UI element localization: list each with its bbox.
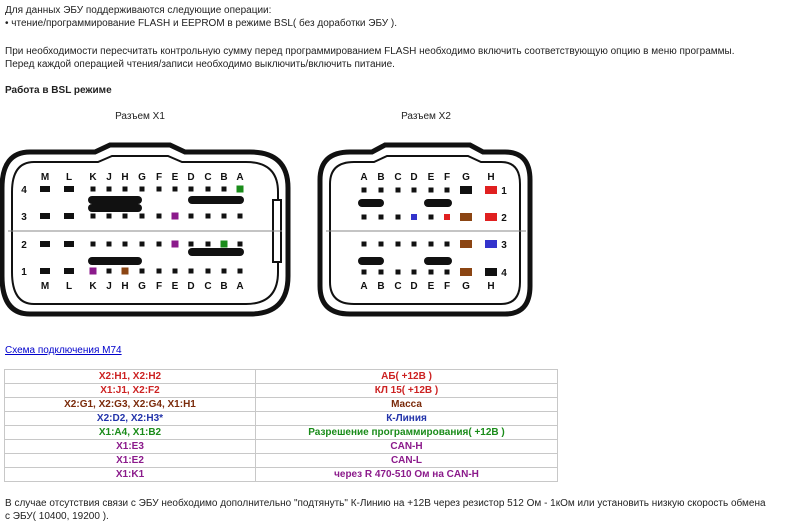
signal-cell: CAN-L	[256, 454, 558, 468]
pin	[91, 214, 96, 219]
pin	[123, 214, 128, 219]
pin	[206, 242, 211, 247]
pin	[362, 188, 367, 193]
intro-line-3: Перед каждой операцией чтения/записи необходимо выключить/включить питание.	[5, 59, 395, 70]
pin	[362, 270, 367, 275]
footer-line-2: с ЭБУ( 10400, 19200 ).	[5, 511, 109, 522]
x1-column-label: A	[236, 281, 244, 292]
x2-row-label: 4	[501, 268, 507, 279]
table-row	[5, 440, 558, 454]
x2-column-label: C	[394, 172, 402, 183]
pin	[157, 187, 162, 192]
pin	[189, 242, 194, 247]
pin	[173, 269, 178, 274]
signal-cell: К-Линия	[256, 412, 558, 426]
pin	[64, 241, 74, 247]
pin	[429, 215, 434, 220]
x2-column-label: G	[462, 281, 470, 292]
pin	[396, 215, 401, 220]
x2-column-label: A	[360, 281, 368, 292]
table-row	[5, 454, 558, 468]
pin	[90, 268, 97, 275]
pin	[189, 187, 194, 192]
x1-column-label: G	[138, 281, 146, 292]
pin	[444, 214, 450, 220]
pin	[157, 214, 162, 219]
x2-row-label: 2	[501, 213, 507, 224]
x2-row-label: 1	[501, 186, 507, 197]
x1-row-label: 2	[21, 240, 27, 251]
x2-column-label: F	[443, 281, 451, 292]
x2-column-label: D	[410, 172, 418, 183]
x2-column-label: H	[487, 172, 495, 183]
pin	[140, 269, 145, 274]
x2-column-label: B	[377, 172, 385, 183]
pin	[40, 268, 50, 274]
x2-rib	[358, 199, 384, 207]
table-row	[5, 398, 558, 412]
connector-x2	[320, 145, 530, 314]
table-row	[5, 412, 558, 426]
x1-column-label: G	[138, 172, 146, 183]
pin	[460, 240, 472, 248]
pin	[206, 269, 211, 274]
pin-cell: X1:E2	[5, 454, 256, 468]
x2-column-label: B	[377, 281, 385, 292]
pin	[91, 242, 96, 247]
x2-rib	[424, 199, 452, 207]
pin	[412, 242, 417, 247]
x1-column-label: J	[106, 172, 112, 183]
pin	[396, 270, 401, 275]
pin	[460, 186, 472, 194]
x1-column-label: B	[220, 281, 228, 292]
x1-column-label: F	[155, 172, 163, 183]
signal-cell: через R 470-510 Ом на CAN-H	[256, 468, 558, 482]
pin	[485, 213, 497, 221]
pin	[396, 188, 401, 193]
pin-cell: X2:H1, X2:H2	[5, 370, 256, 384]
pin	[429, 270, 434, 275]
pin	[222, 187, 227, 192]
x2-column-label: D	[410, 281, 418, 292]
pin	[140, 242, 145, 247]
pin	[412, 188, 417, 193]
pin	[362, 242, 367, 247]
x1-column-label: H	[121, 172, 129, 183]
pin	[485, 240, 497, 248]
pin	[64, 186, 74, 192]
table-row	[5, 384, 558, 398]
connector-x1-title: Разъем X1	[115, 111, 165, 122]
intro-bullet: • чтение/программирование FLASH и EEPROM в режиме BSL( без доработки ЭБУ ).	[5, 18, 398, 29]
connector-diagram	[0, 100, 560, 330]
x1-column-label: K	[89, 172, 97, 183]
signal-cell: АБ( +12В )	[256, 370, 558, 384]
connector-x1	[2, 145, 288, 314]
pin	[107, 269, 112, 274]
x1-column-label: M	[40, 172, 50, 183]
pin	[445, 242, 450, 247]
table-row	[5, 468, 558, 482]
pin	[238, 269, 243, 274]
x1-column-label: E	[171, 281, 179, 292]
pin	[396, 242, 401, 247]
x1-column-label: F	[155, 281, 163, 292]
x2-column-label: C	[394, 281, 402, 292]
x2-rib	[424, 257, 452, 265]
x1-rib	[188, 248, 244, 256]
x1-column-label: K	[89, 281, 97, 292]
pin	[379, 188, 384, 193]
table-row	[5, 370, 558, 384]
x1-row-label: 1	[21, 267, 27, 278]
pin	[64, 213, 74, 219]
pin-cell: X1:K1	[5, 468, 256, 482]
signal-cell: CAN-H	[256, 440, 558, 454]
pin	[412, 270, 417, 275]
x1-column-label: A	[236, 172, 244, 183]
pin	[157, 269, 162, 274]
pin	[237, 186, 244, 193]
x1-column-label: C	[204, 172, 212, 183]
x1-column-label: H	[121, 281, 129, 292]
pin	[379, 242, 384, 247]
pin	[485, 268, 497, 276]
pin-cell: X1:E3	[5, 440, 256, 454]
x2-column-label: A	[360, 172, 368, 183]
pin	[157, 242, 162, 247]
pin	[238, 242, 243, 247]
pin	[107, 242, 112, 247]
pin	[222, 214, 227, 219]
x1-column-label: B	[220, 172, 228, 183]
x1-rib	[88, 257, 142, 265]
pin	[460, 213, 472, 221]
x1-column-label: D	[187, 172, 195, 183]
x1-column-label: L	[65, 172, 73, 183]
pin	[362, 215, 367, 220]
pin-cell: X2:D2, X2:H3*	[5, 412, 256, 426]
pin	[445, 270, 450, 275]
signal-cell: Разрешение программирования( +12В )	[256, 426, 558, 440]
pin	[172, 213, 179, 220]
pin	[40, 186, 50, 192]
x2-row-label: 3	[501, 240, 507, 251]
footer-line-1: В случае отсутствия связи с ЭБУ необходимо дополнительно "подтянуть" К-Линию на +12В через резистор 512 Ом - 1кОм или установить низкую скорость обмена	[5, 498, 766, 509]
x1-row-label: 4	[21, 185, 27, 196]
pin-cell: X1:A4, X1:B2	[5, 426, 256, 440]
pin	[107, 214, 112, 219]
intro-line-2: При необходимости пересчитать контрольную сумму перед программированием FLASH необходимо включить соответствующую опцию в меню программы.	[5, 46, 735, 57]
x2-column-label: E	[427, 172, 435, 183]
pin	[206, 214, 211, 219]
pin	[107, 187, 112, 192]
pin	[445, 188, 450, 193]
pin	[411, 214, 417, 220]
x1-column-label: L	[65, 281, 73, 292]
section-title: Работа в BSL режиме	[5, 85, 112, 96]
x2-column-label: E	[427, 281, 435, 292]
pin	[91, 187, 96, 192]
pin-cell: X2:G1, X2:G3, X2:G4, X1:H1	[5, 398, 256, 412]
pin	[222, 269, 227, 274]
pin	[206, 187, 211, 192]
x1-column-label: D	[187, 281, 195, 292]
x1-rib	[88, 204, 142, 212]
table-row	[5, 426, 558, 440]
pin	[123, 242, 128, 247]
pin	[221, 241, 228, 248]
pin	[40, 241, 50, 247]
x2-column-label: G	[462, 172, 470, 183]
intro-line-1: Для данных ЭБУ поддерживаются следующие операции:	[5, 5, 272, 16]
pin-cell: X1:J1, X2:F2	[5, 384, 256, 398]
x2-column-label: H	[487, 281, 495, 292]
pin	[460, 268, 472, 276]
x1-rib	[188, 196, 244, 204]
x1-rib	[88, 196, 142, 204]
pin	[140, 187, 145, 192]
connector-x2-title: Разъем X2	[401, 111, 451, 122]
signal-cell: Масса	[256, 398, 558, 412]
pin	[429, 188, 434, 193]
pin	[429, 242, 434, 247]
scheme-link[interactable]: Схема подключения M74	[5, 345, 122, 356]
pin	[64, 268, 74, 274]
pin	[189, 269, 194, 274]
pin	[173, 187, 178, 192]
pin	[122, 268, 129, 275]
pin	[140, 214, 145, 219]
pin	[123, 187, 128, 192]
x2-housing-outer	[320, 145, 530, 314]
signal-cell: КЛ 15( +12В )	[256, 384, 558, 398]
x1-row-label: 3	[21, 212, 27, 223]
x2-rib	[358, 257, 384, 265]
x1-column-label: C	[204, 281, 212, 292]
pin	[189, 214, 194, 219]
x1-column-label: E	[171, 172, 179, 183]
pin	[238, 214, 243, 219]
pin	[40, 213, 50, 219]
pin	[172, 241, 179, 248]
x2-column-label: F	[443, 172, 451, 183]
pin	[485, 186, 497, 194]
x1-column-label: M	[40, 281, 50, 292]
x1-column-label: J	[106, 281, 112, 292]
pin	[379, 215, 384, 220]
pin-table	[4, 369, 558, 482]
pin	[379, 270, 384, 275]
